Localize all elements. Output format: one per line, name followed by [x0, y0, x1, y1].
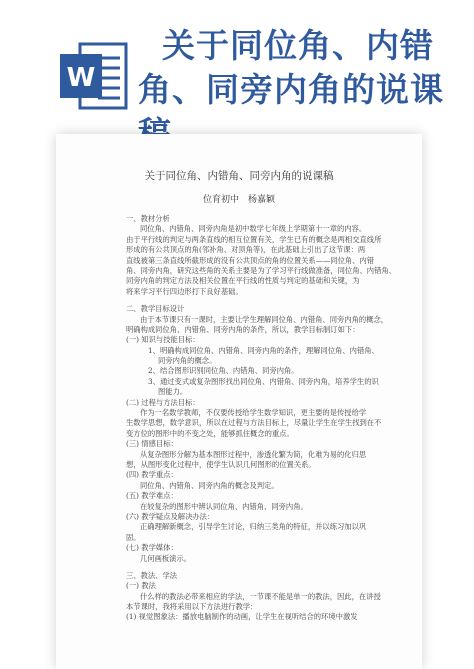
- paragraph-line: 在较复杂的图形中辨认同位角、内错角、同旁内角。: [140, 501, 308, 511]
- subsection-heading: (六) 教学疑点及解决办法：: [126, 511, 215, 521]
- document-body: [126, 214, 421, 623]
- banner-title-line-2: 角、同旁内角的说课: [138, 70, 444, 109]
- subsection-heading: (四) 教学重点：: [126, 470, 178, 480]
- paragraph-line: 想，从图形变化过程中，使学生认识几何图形的位置关系。: [126, 459, 316, 469]
- subsection-heading: (七) 教学媒体：: [126, 543, 178, 553]
- banner-title-line-1: 关于同位角、内错: [162, 26, 434, 65]
- paragraph-line: 将来学习平行四边形打下良好基础。: [126, 286, 243, 296]
- document-title: 关于同位角、内错角、同旁内角的说课稿: [144, 170, 334, 182]
- paragraph-line: 正确理解新概念，引导学生讨论，归纳三类角的特征，并以练习加以巩: [140, 522, 367, 532]
- paragraph-line: 角、同旁内角，研究这些角的关系主要是为了学习平行线做准备，同位角、内错角、: [126, 265, 396, 275]
- paragraph-line: 什么样的教法必带来相应的学法，一节课不能是单一的教法，因此，在讲授: [140, 591, 381, 601]
- paragraph-line: 本节课时，我将采用以下方法进行教学：: [126, 602, 258, 612]
- paragraph-line: 固。: [126, 532, 141, 542]
- document-author: 位育初中 杨嘉颖: [202, 195, 275, 205]
- list-item: (1) 视觉图象法：播放电脑制作的动画，让学生在视听结合的环境中激发: [126, 612, 358, 622]
- list-item: 3、通过变式或复杂图形找出同位角、内错角、同旁内角，培养学生的识: [148, 376, 379, 386]
- subsection-heading: (五) 教学难点：: [126, 491, 178, 501]
- section-heading: 三、教法、学法: [126, 570, 178, 580]
- banner: [0, 0, 474, 140]
- paragraph-line: 同位角、内错角、同旁内角是初中数学七年级上学期第十一章的内容。: [140, 224, 367, 234]
- section-heading: 一、教材分析: [126, 214, 170, 223]
- paragraph-line: 生数学思想，数学意识，所以在过程与方法目标上，尽量让学生在学生找到在不: [126, 418, 382, 428]
- document-page: [56, 134, 422, 669]
- paragraph-line: 明确构成同位角、内错角、同旁内角的条件，所以，教学目标制订如下：: [126, 324, 360, 334]
- word-document-icon: [58, 40, 130, 112]
- paragraph-line: 从复杂图形分解为基本图形过程中，渗透化繁为简，化难为易的化归思: [140, 449, 367, 459]
- paragraph-line: 同位角、内错角、同旁内角的概念及判定。: [140, 480, 279, 490]
- section-heading: 二、教学目标设计: [126, 304, 185, 314]
- paragraph-line: 变方位的图形中的不变之处，能够抓住概念的重点。: [126, 428, 294, 438]
- svg-text:W: W: [66, 63, 96, 93]
- paragraph-line: 作为一名数学教师，不仅要传授给学生数学知识，更主要的是传授给学: [140, 408, 367, 418]
- paragraph-line: 同旁内角的判定方法及相关位置在平行线的性质与判定的基础和关键，为: [126, 276, 360, 286]
- list-item: 1、明确构成同位角、内错角、同旁内角的条件，理解同位角、内错角、: [148, 345, 379, 355]
- paragraph-line: 直线被第三条直线所截形成的没有公共顶点的角的位置关系——同位角、内错: [126, 255, 375, 265]
- paragraph-line: 由于平行线的判定与两条直线的相互位置有关，学生已有的概念是两相交直线所: [126, 234, 382, 244]
- subsection-heading: (二) 过程与方法目标：: [126, 397, 200, 407]
- subsection-heading: (三) 情感目标：: [126, 439, 178, 449]
- list-item-continuation: 同旁内角的概念。: [158, 356, 217, 366]
- list-item: 2、结合图形识别同位角、内错角、同旁内角。: [148, 366, 299, 376]
- paragraph-line: 由于本节课只有一课时，主要让学生理解同位角、内错角、同旁内角的概念，: [140, 314, 389, 324]
- subsection-heading: (一) 教法: [126, 581, 156, 591]
- list-item-continuation: 图能力。: [158, 387, 188, 397]
- paragraph-line: 几何画板演示。: [140, 553, 192, 563]
- paragraph-line: 形成的有公共顶点的角(邻补角、对顶角等)，在此基础上引出了这节课：两: [126, 245, 366, 255]
- subsection-heading: (一) 知识与技能目标：: [126, 335, 200, 345]
